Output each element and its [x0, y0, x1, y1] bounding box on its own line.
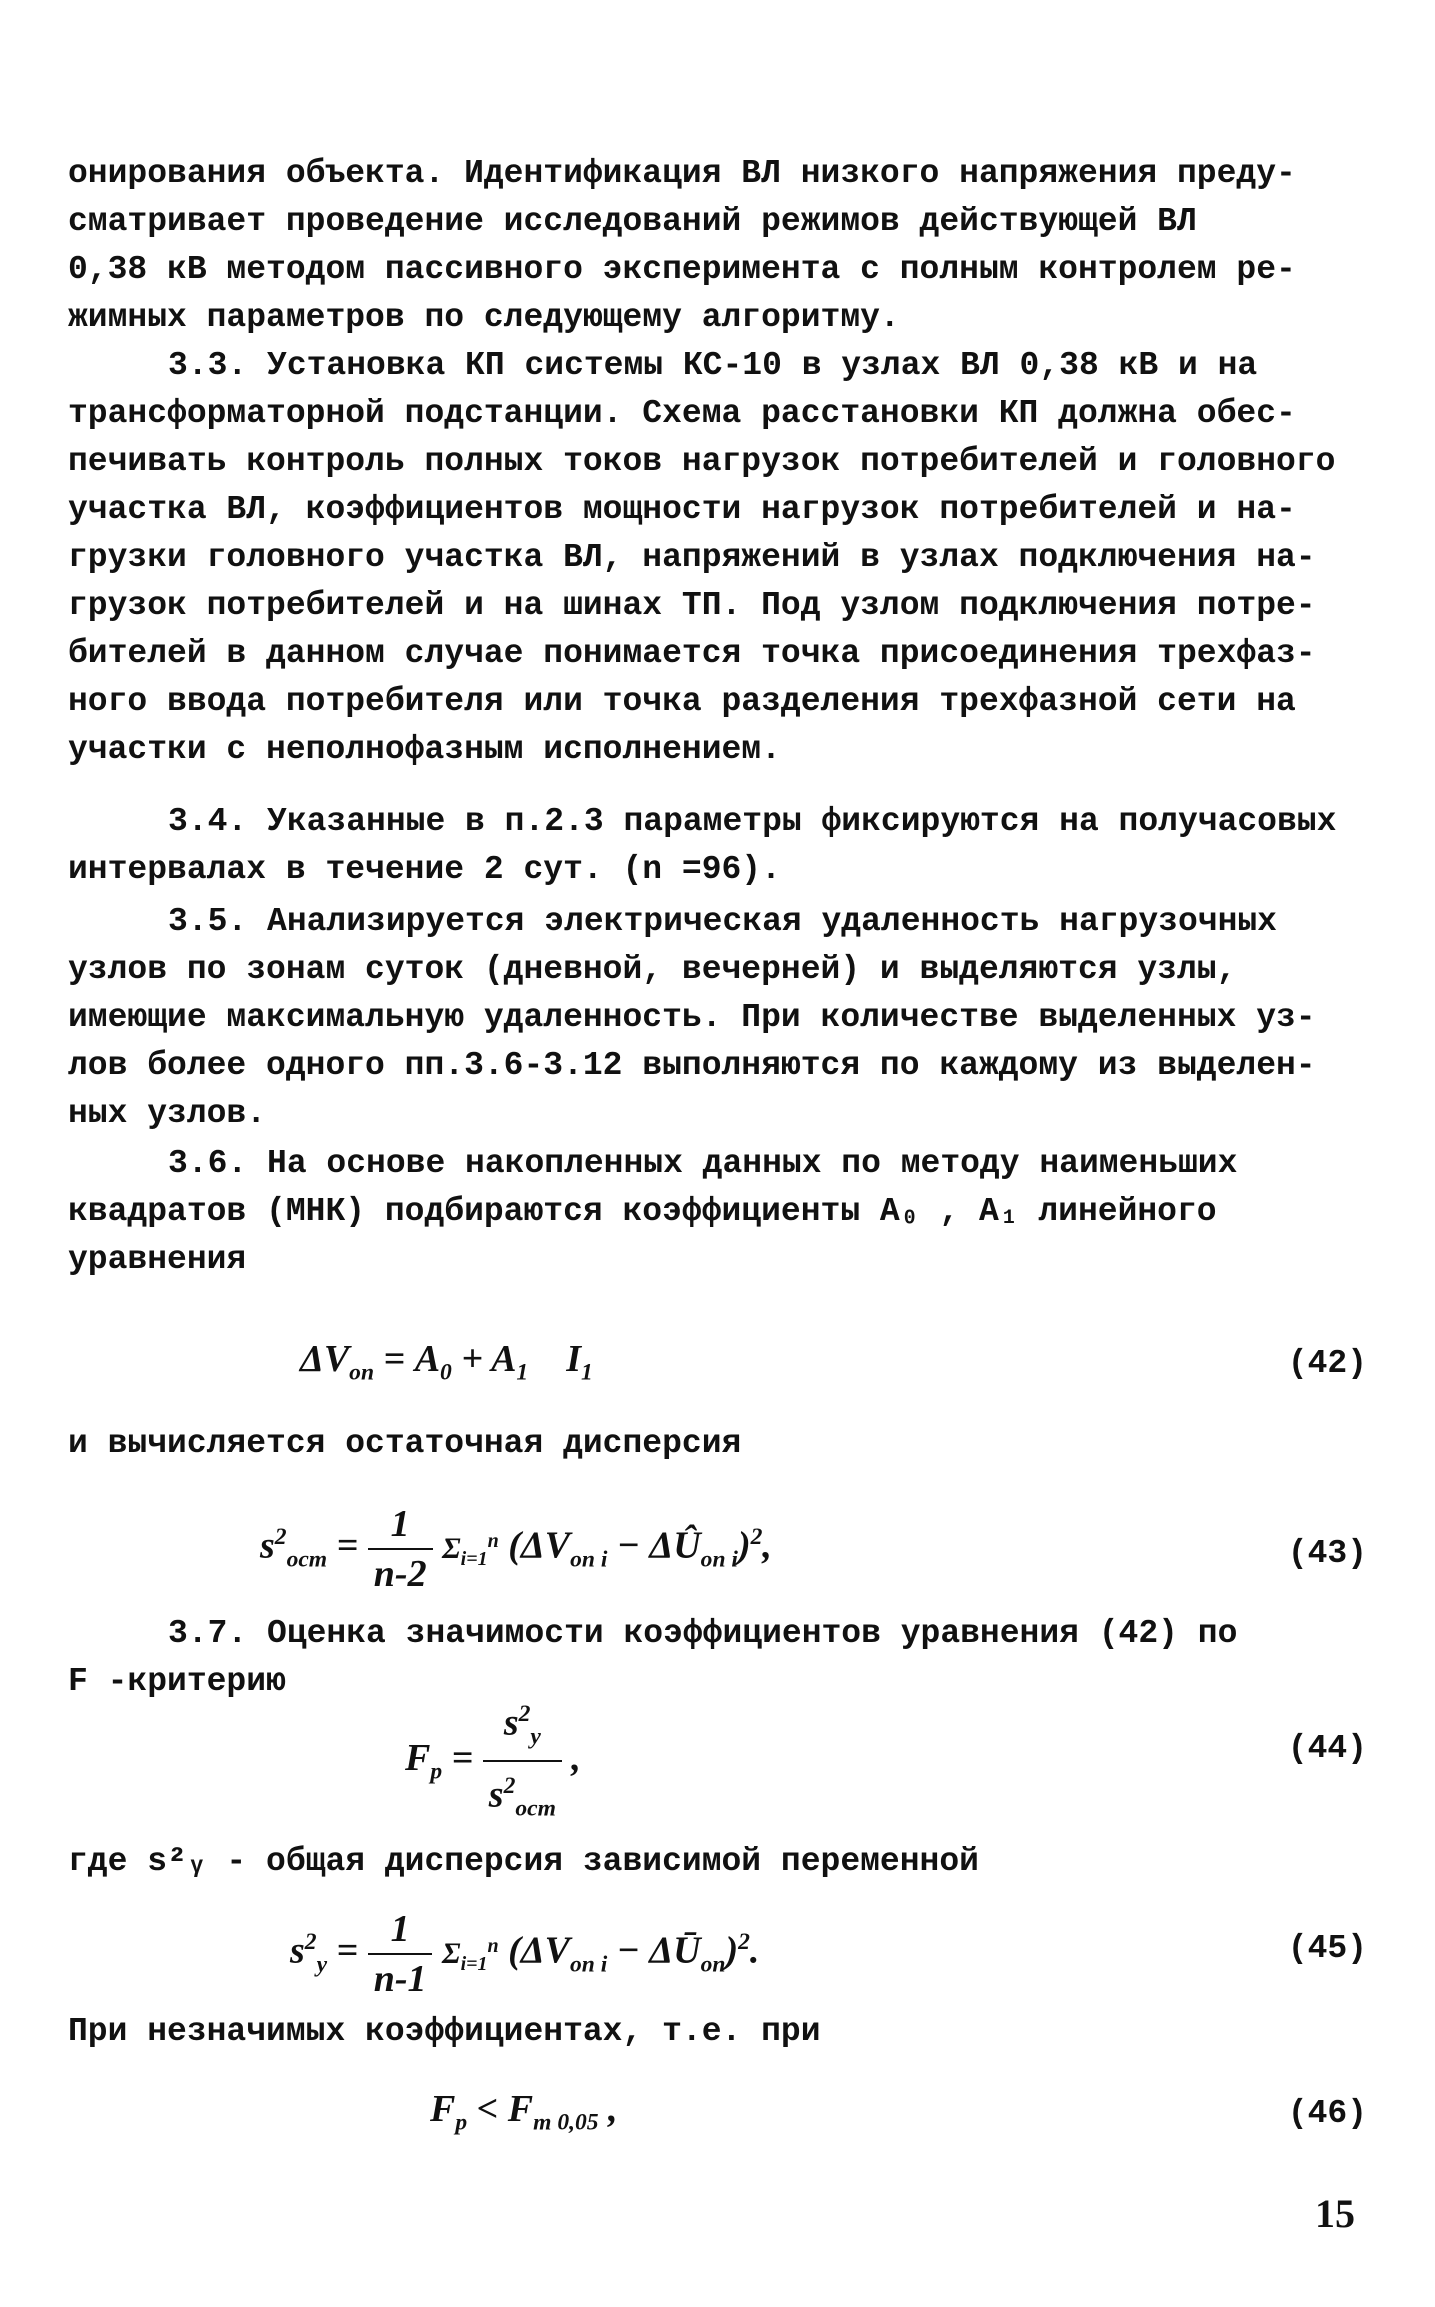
fraction: $\frac{1}{n-1}$ — [368, 1905, 433, 2003]
equation-42: $\Delta V_{оп} = A_0 + A_1$ $I_1$ — [300, 1338, 593, 1386]
text-line: и вычисляется остаточная дисперсия — [68, 1425, 742, 1462]
equation-43: $s^2_{ост}$ = $\frac{1}{n-2}$ $\Sigma_{i=1}^n$ ($\Delta V_{оп i}$ − $\Delta Û_{оп i})^2$, — [260, 1500, 772, 1598]
equation-number-45: (45) — [1287, 1930, 1367, 1967]
text-line: ных узлов. — [68, 1095, 267, 1132]
paragraph-variance — [68, 1838, 1368, 1886]
text-line: участки с неполнофазным исполнением. — [68, 731, 781, 768]
equation-number-46: (46) — [1287, 2095, 1367, 2132]
text-line: онирования объекта. Идентификация ВЛ низкого напряжения преду- — [68, 155, 1296, 192]
text-line: грузок потребителей и на шинах ТП. Под узлом подключения потре- — [68, 587, 1316, 624]
paragraph-3-4 — [68, 798, 1368, 894]
text-line: При незначимых коэффициентах, т.е. при — [68, 2013, 821, 2050]
text-line: участка ВЛ, коэффициентов мощности нагрузок потребителей и на- — [68, 491, 1296, 528]
text-line: трансформаторной подстанции. Схема расстановки КП должна обес- — [68, 395, 1296, 432]
text-line: 3.6. На основе накопленных данных по методу наименьших — [168, 1145, 1238, 1182]
page-number: 15 — [1315, 2191, 1355, 2236]
paragraph-residual — [68, 1420, 1368, 1468]
text-line: узлов по зонам суток (дневной, вечерней) и выделяются узлы, — [68, 951, 1237, 988]
equation-45: $s^2_y$ = $\frac{1}{n-1}$ $\Sigma_{i=1}^n$ ($\Delta V_{оп i}$ − $\Delta Ū_{оп})^2$. — [290, 1905, 759, 2003]
text-line: 3.7. Оценка значимости коэффициентов уравнения (42) по — [168, 1615, 1238, 1652]
text-line: сматривает проведение исследований режимов действующей ВЛ — [68, 203, 1197, 240]
text-line: где s²ᵧ - общая дисперсия зависимой переменной — [68, 1843, 979, 1880]
text-line: 3.3. Установка КП системы КС-10 в узлах ВЛ 0,38 кВ и на — [168, 347, 1258, 384]
equation-number-44: (44) — [1287, 1730, 1367, 1767]
paragraph-insignificant — [68, 2008, 1368, 2056]
paragraph-intro — [68, 150, 1368, 342]
text-line: грузки головного участка ВЛ, напряжений в узлах подключения на- — [68, 539, 1316, 576]
text-line: квадратов (МНК) подбираются коэффициенты A₀ , A₁ линейного — [68, 1193, 1217, 1230]
text-line: 0,38 кВ методом пассивного эксперимента с полным контролем ре- — [68, 251, 1296, 288]
text-line: F -критерию — [68, 1663, 286, 1700]
text-line: жимных параметров по следующему алгоритму. — [68, 299, 900, 336]
equation-number-42: (42) — [1287, 1345, 1367, 1382]
equation-number-43: (43) — [1287, 1535, 1367, 1572]
text-line: интервалах в течение 2 сут. (n =96). — [68, 851, 781, 888]
equation-46: $F_р < F_{т 0,05}$ , — [430, 2088, 618, 2136]
text-line: печивать контроль полных токов нагрузок потребителей и головного — [68, 443, 1336, 480]
paragraph-3-6 — [68, 1140, 1368, 1284]
paragraph-3-5 — [68, 898, 1368, 1138]
paragraph-3-7 — [68, 1610, 1368, 1706]
text-line: 3.4. Указанные в п.2.3 параметры фиксируются на получасовых — [168, 803, 1337, 840]
text-line: имеющие максимальную удаленность. При количестве выделенных уз- — [68, 999, 1316, 1036]
text-line: лов более одного пп.3.6-3.12 выполняются по каждому из выделен- — [68, 1047, 1316, 1084]
text-line: ного ввода потребителя или точка разделения трехфазной сети на — [68, 683, 1296, 720]
text-line: бителей в данном случае понимается точка присоединения трехфаз- — [68, 635, 1316, 672]
fraction: $\frac{s^2_y}{s^2_{ост}}$ — [483, 1690, 562, 1833]
equation-44: $F_р$ = $\frac{s^2_y}{s^2_{ост}}$ , — [405, 1690, 581, 1833]
text-line: уравнения — [68, 1241, 247, 1278]
fraction: $\frac{1}{n-2}$ — [368, 1500, 433, 1598]
paragraph-3-3 — [68, 342, 1368, 774]
text-line: 3.5. Анализируется электрическая удаленность нагрузочных — [168, 903, 1277, 940]
